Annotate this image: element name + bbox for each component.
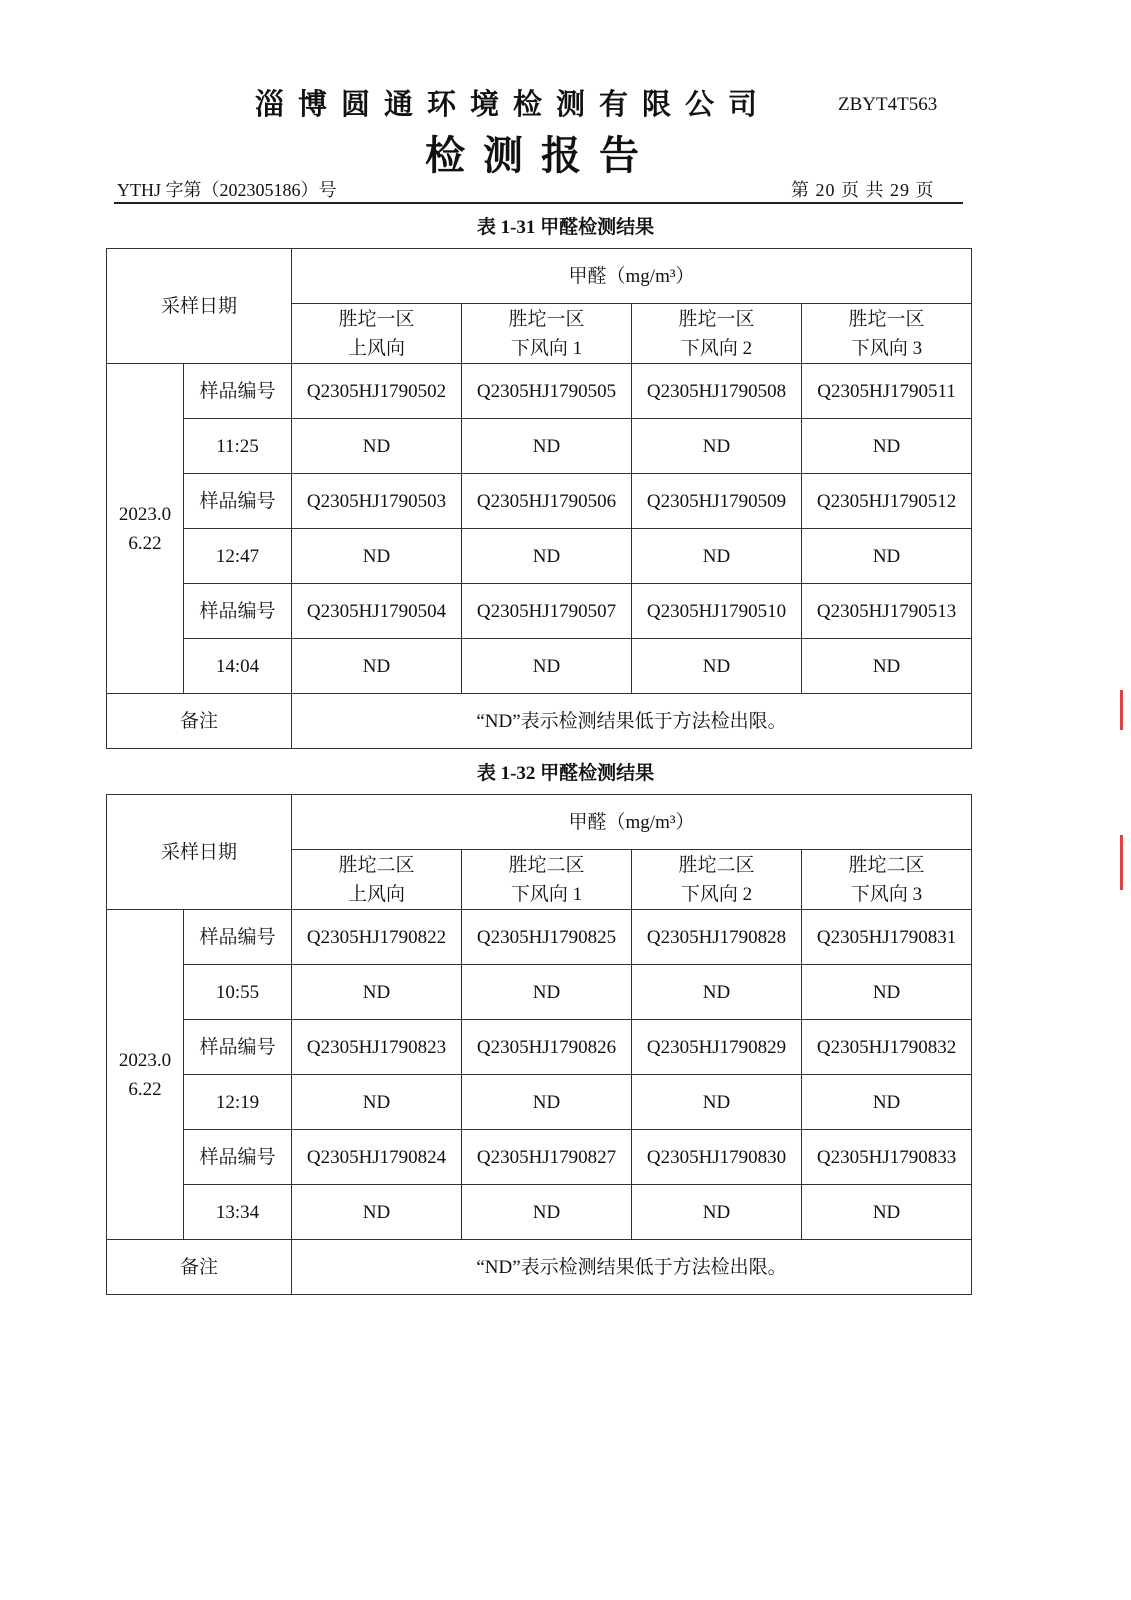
formaldehyde-results-table-1	[106, 248, 972, 749]
sampling-date-header: 采样日期	[107, 249, 292, 364]
result-cell: ND	[802, 1185, 972, 1240]
result-cell: ND	[292, 1185, 462, 1240]
result-cell: ND	[802, 965, 972, 1020]
report-number: YTHJ 字第（202305186）号	[117, 180, 337, 200]
result-cell: ND	[462, 639, 632, 694]
sample-id-label: 样品编号	[184, 1130, 292, 1185]
sample-id-cell: Q2305HJ1790822	[292, 910, 462, 965]
sample-id-cell: Q2305HJ1790507	[462, 584, 632, 639]
column-header: 胜坨二区 下风向 1	[462, 850, 632, 910]
column-header: 胜坨二区 下风向 3	[802, 850, 972, 910]
parameter-header: 甲醛（mg/m³）	[292, 249, 972, 304]
sample-id-cell: Q2305HJ1790824	[292, 1130, 462, 1185]
red-stamp-mark	[1120, 690, 1131, 730]
note-text: “ND”表示检测结果低于方法检出限。	[292, 694, 972, 749]
sample-id-cell: Q2305HJ1790509	[632, 474, 802, 529]
sample-id-cell: Q2305HJ1790506	[462, 474, 632, 529]
result-cell: ND	[632, 1075, 802, 1130]
red-stamp-mark	[1120, 835, 1131, 890]
sample-id-cell: Q2305HJ1790508	[632, 364, 802, 419]
sampling-date-header: 采样日期	[107, 795, 292, 910]
sample-id-cell: Q2305HJ1790511	[802, 364, 972, 419]
column-header: 胜坨一区 下风向 3	[802, 304, 972, 364]
column-header: 胜坨一区 下风向 1	[462, 304, 632, 364]
sample-id-cell: Q2305HJ1790510	[632, 584, 802, 639]
header-divider	[114, 202, 963, 204]
formaldehyde-results-table-2	[106, 794, 972, 1295]
sampling-time-cell: 11:25	[184, 419, 292, 474]
column-header: 胜坨二区 上风向	[292, 850, 462, 910]
note-text: “ND”表示检测结果低于方法检出限。	[292, 1240, 972, 1295]
sampling-time-cell: 10:55	[184, 965, 292, 1020]
sampling-time-cell: 12:19	[184, 1075, 292, 1130]
sampling-date-cell: 2023.0 6.22	[107, 364, 184, 694]
sample-id-label: 样品编号	[184, 474, 292, 529]
sample-id-cell: Q2305HJ1790505	[462, 364, 632, 419]
result-cell: ND	[462, 1185, 632, 1240]
sample-id-cell: Q2305HJ1790831	[802, 910, 972, 965]
sampling-time-cell: 14:04	[184, 639, 292, 694]
column-header: 胜坨一区 下风向 2	[632, 304, 802, 364]
result-cell: ND	[802, 1075, 972, 1130]
result-cell: ND	[292, 419, 462, 474]
result-cell: ND	[802, 529, 972, 584]
sample-id-label: 样品编号	[184, 1020, 292, 1075]
column-header: 胜坨二区 下风向 2	[632, 850, 802, 910]
sample-id-cell: Q2305HJ1790827	[462, 1130, 632, 1185]
column-header: 胜坨一区 上风向	[292, 304, 462, 364]
sampling-time-cell: 12:47	[184, 529, 292, 584]
sampling-time-cell: 13:34	[184, 1185, 292, 1240]
sample-id-cell: Q2305HJ1790833	[802, 1130, 972, 1185]
sample-id-cell: Q2305HJ1790828	[632, 910, 802, 965]
sample-id-cell: Q2305HJ1790832	[802, 1020, 972, 1075]
result-cell: ND	[802, 419, 972, 474]
result-cell: ND	[632, 419, 802, 474]
result-cell: ND	[462, 965, 632, 1020]
result-cell: ND	[462, 419, 632, 474]
result-cell: ND	[632, 1185, 802, 1240]
sample-id-label: 样品编号	[184, 584, 292, 639]
sample-id-cell: Q2305HJ1790830	[632, 1130, 802, 1185]
sample-id-cell: Q2305HJ1790503	[292, 474, 462, 529]
report-title: 检测报告	[425, 133, 657, 178]
sample-id-label: 样品编号	[184, 910, 292, 965]
result-cell: ND	[632, 529, 802, 584]
sample-id-cell: Q2305HJ1790513	[802, 584, 972, 639]
result-cell: ND	[292, 639, 462, 694]
sample-id-cell: Q2305HJ1790512	[802, 474, 972, 529]
parameter-header: 甲醛（mg/m³）	[292, 795, 972, 850]
sampling-date-cell: 2023.0 6.22	[107, 910, 184, 1240]
sample-id-cell: Q2305HJ1790502	[292, 364, 462, 419]
sample-id-cell: Q2305HJ1790823	[292, 1020, 462, 1075]
sample-id-cell: Q2305HJ1790829	[632, 1020, 802, 1075]
table-caption: 表 1-32 甲醛检测结果	[476, 763, 655, 784]
result-cell: ND	[802, 639, 972, 694]
note-label: 备注	[107, 1240, 292, 1295]
sample-id-cell: Q2305HJ1790825	[462, 910, 632, 965]
result-cell: ND	[292, 529, 462, 584]
company-name: 淄博圆通环境检测有限公司	[255, 89, 772, 121]
sample-id-label: 样品编号	[184, 364, 292, 419]
result-cell: ND	[462, 529, 632, 584]
sample-id-cell: Q2305HJ1790504	[292, 584, 462, 639]
table-caption: 表 1-31 甲醛检测结果	[476, 217, 655, 238]
sample-id-cell: Q2305HJ1790826	[462, 1020, 632, 1075]
document-code: ZBYT4T563	[838, 94, 938, 115]
result-cell: ND	[632, 639, 802, 694]
note-label: 备注	[107, 694, 292, 749]
result-cell: ND	[632, 965, 802, 1020]
page-info: 第 20 页 共 29 页	[791, 180, 935, 200]
result-cell: ND	[292, 965, 462, 1020]
result-cell: ND	[462, 1075, 632, 1130]
result-cell: ND	[292, 1075, 462, 1130]
